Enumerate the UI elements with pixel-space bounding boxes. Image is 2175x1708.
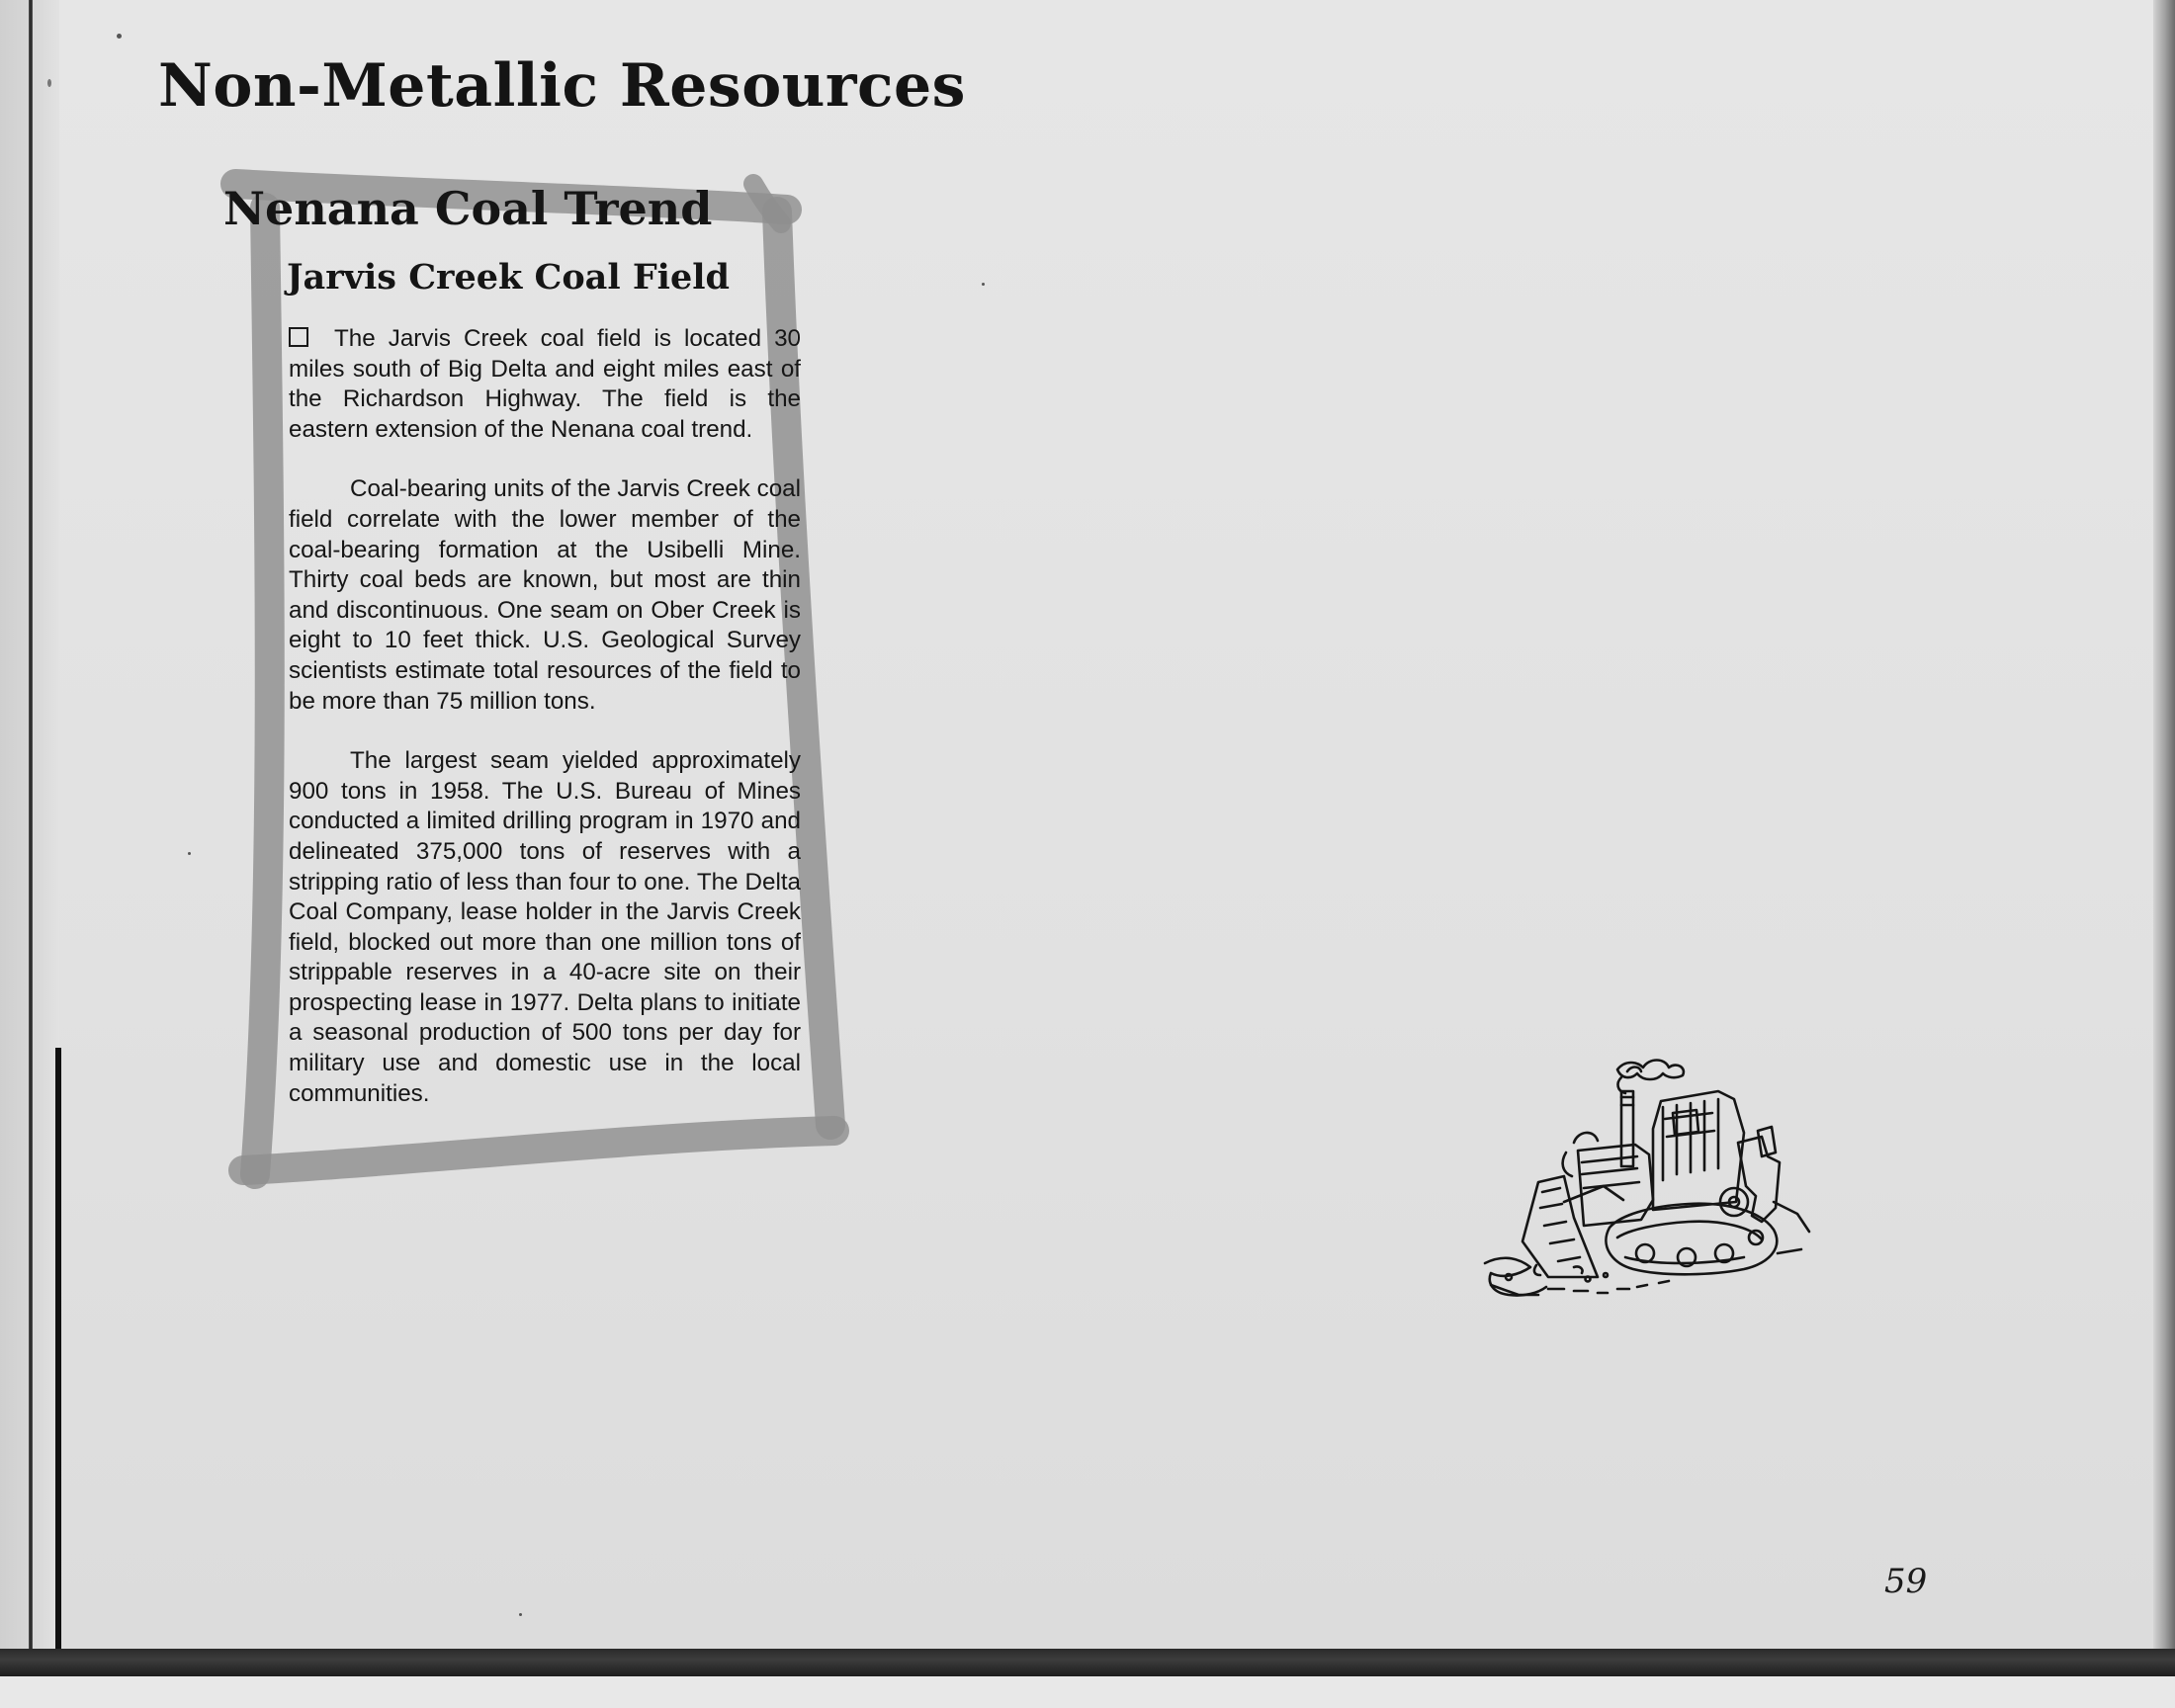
scan-speck (519, 1613, 522, 1616)
paragraph-1-text: The Jarvis Creek coal field is located 30 miles south of Big Delta and eight miles east of the Richardson Highway. The field is the eastern extension of the Nenana coal trend. (289, 325, 801, 443)
background-strip (0, 1676, 2175, 1708)
paragraph-3: The largest seam yielded approximately 900 tons in 1958. The U.S. Bureau of Mines conducted a limited drilling program in 1970 and delineated 375,000 tons of reserves with a stripping ratio of less than four to one. The Delta Coal Company, lease holder in the Jarvis Creek field, blocked out more than one million tons of strippable reserves in a 40-acre site on their prospecting lease in 1977. Delta plans to initiate a seasonal production of 500 tons per day for military use and domestic use in the local communities. (289, 747, 801, 1107)
page-title: Non-Metallic Resources (158, 51, 966, 121)
paragraph-1 (289, 324, 801, 445)
binding-fold-line (29, 0, 33, 1653)
page-right-edge-shadow (2153, 0, 2175, 1653)
page-number: 59 (1884, 1562, 1928, 1601)
subsection-title: Jarvis Creek Coal Field (287, 257, 731, 298)
scan-speck (982, 283, 985, 286)
scan-speck (47, 79, 51, 87)
square-bullet-icon (289, 327, 308, 347)
article-body (289, 324, 801, 1139)
paragraph-2: Coal-bearing units of the Jarvis Creek coal field correlate with the lower member of the coal-bearing formation at the Usibelli Mine. Thirty coal beds are known, but most are thin and discontinuous. One seam on Ober Creek is eight to 10 feet thick. U.S. Geological Survey scientists estimate total resources of the field to be more than 75 million tons. (289, 475, 801, 715)
page-bottom-edge-shadow (0, 1649, 2175, 1676)
binding-shadow (55, 1048, 61, 1653)
bulldozer-icon (1479, 1034, 1823, 1330)
scan-speck (117, 34, 122, 39)
section-title: Nenana Coal Trend (223, 182, 713, 235)
scan-speck (188, 852, 191, 855)
